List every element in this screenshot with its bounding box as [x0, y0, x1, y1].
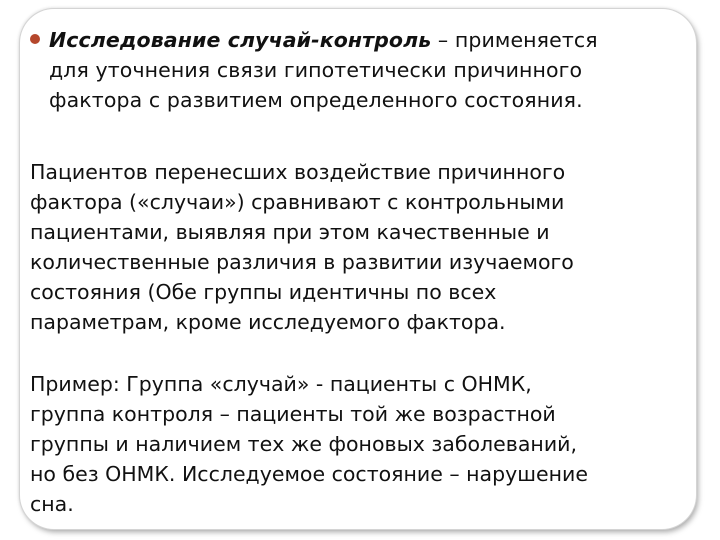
paragraph-description: Пациентов перенесших воздействие причинного фактора («случаи») сравнивают с контрольными пациентами, выявляя при этом качественные и количественные различия в развитии изучаемого состояния (Обе группы идентичны по всех параметрам, кроме исследуемого фактора.: [30, 160, 574, 334]
bullet-description: – применяется для уточнения связи гипотетически причинного фактора с развитием определенного состояния.: [49, 28, 598, 112]
bullet-item: [30, 25, 680, 115]
bullet-term: Исследование случай-контроль: [49, 28, 432, 52]
bullet-text: [49, 25, 680, 115]
paragraph-example: Пример: Группа «случай» - пациенты с ОНМК, группа контроля – пациенты той же возрастной группы и наличием тех же фоновых заболеваний, но без ОНМК. Исследуемое состояние – нарушение сна.: [30, 372, 588, 516]
slide-card: [20, 9, 696, 529]
bullet-dot-icon: [30, 34, 40, 44]
slide-content: [20, 9, 696, 529]
